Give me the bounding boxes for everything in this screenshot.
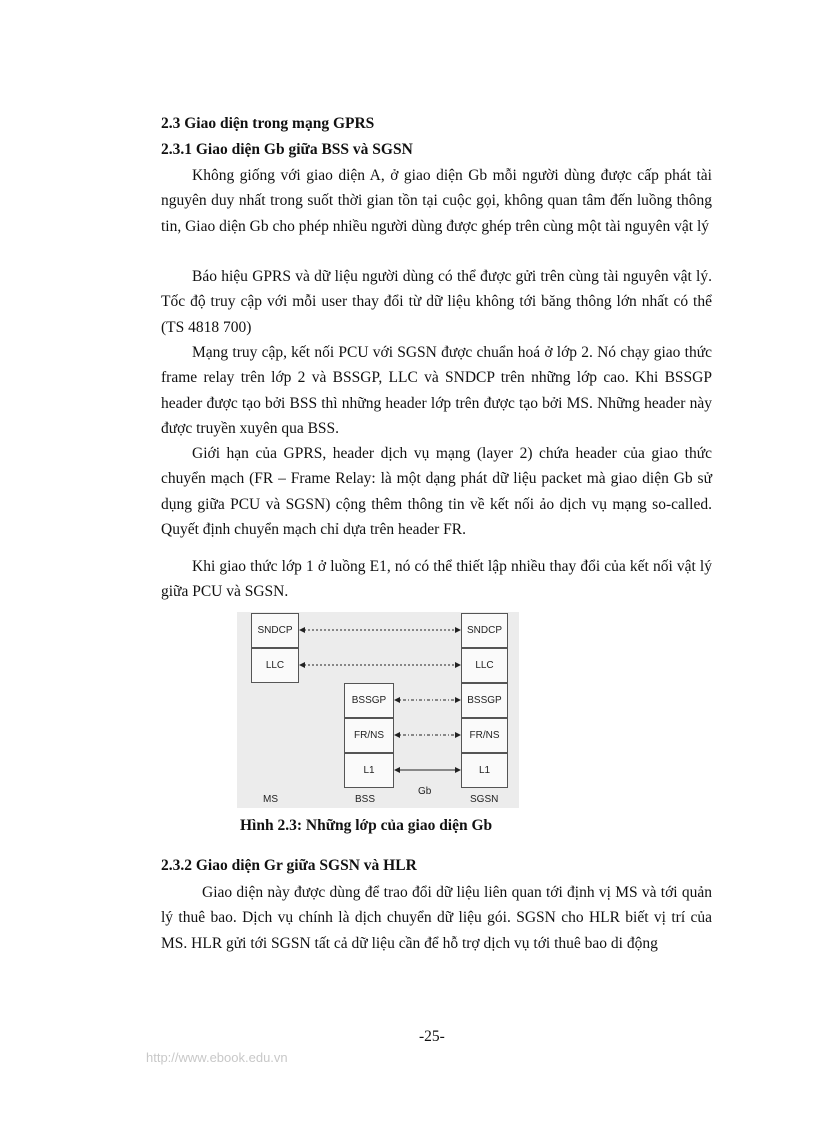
paragraph-gb-e1: Khi giao thức lớp 1 ở luồng E1, nó có thể thiết lập nhiều thay đổi của kết nối vật lý giữa PCU và SGSN. (161, 558, 712, 601)
bss-layer-frns: FR/NS (344, 718, 394, 753)
bss-layer-bssgp: BSSGP (344, 683, 394, 718)
node-label-ms: MS (263, 794, 278, 805)
sgsn-layer-sndcp: SNDCP (461, 613, 508, 648)
paragraph-gb-signaling: Báo hiệu GPRS và dữ liệu người dùng có thể được gửi trên cùng tài nguyên vật lý. Tốc độ truy cập với mỗi user thay đổi từ dữ liệu không tới băng thông lớn nhất có thể (TS 4818 700) (161, 268, 712, 336)
paragraph-gb-limit: Giới hạn của GPRS, header dịch vụ mạng (layer 2) chứa header của giao thức chuyển mạch (FR – Frame Relay: là một dạng phát dữ liệu packet mà giao diện Gb sử dụng giữa PCU và SGSN) cộng thêm thông tin về kết nối ảo dịch vụ mạng so-called. Quyết định chuyển mạch chỉ dựa trên header FR. (161, 445, 712, 538)
paragraph-gr: Giao diện này được dùng để trao đổi dữ liệu liên quan tới định vị MS và tới quản lý thuê bao. Dịch vụ chính là dịch chuyển dữ liệu gói. SGSN cho HLR biết vị trí của MS. HLR gửi tới SGSN tất cả dữ liệu cần để hỗ trợ dịch vụ tới thuê bao di động (161, 884, 712, 952)
subsection-heading-gb: 2.3.1 Giao diện Gb giữa BSS và SGSN (161, 141, 413, 158)
ms-layer-llc: LLC (251, 648, 299, 683)
sgsn-layer-l1: L1 (461, 753, 508, 788)
paragraph-gb-access: Mạng truy cập, kết nối PCU với SGSN được chuẩn hoá ở lớp 2. Nó chạy giao thức frame relay trên lớp 2 và BSSGP, LLC và SNDCP trên những lớp cao. Khi BSSGP header được tạo bởi BSS thì những header lớp trên được tạo bởi MS. Những header này được truyền xuyên qua BSS. (161, 344, 712, 437)
node-label-sgsn: SGSN (470, 794, 499, 805)
interface-label-gb: Gb (418, 786, 432, 797)
figure-caption: Hình 2.3: Những lớp của giao diện Gb (240, 817, 493, 834)
section-heading: 2.3 Giao diện trong mạng GPRS (161, 115, 375, 132)
gb-layer-diagram (237, 612, 519, 808)
bss-layer-l1: L1 (344, 753, 394, 788)
paragraph-gb-intro: Không giống với giao diện A, ở giao diện Gb mỗi người dùng được cấp phát tài nguyên duy nhất trong suốt thời gian tồn tại cuộc gọi, không quan tâm đến luồng thông tin, Giao diện Gb cho phép nhiều người dùng được ghép trên cùng một tài nguyên vật lý (161, 167, 712, 235)
sgsn-layer-llc: LLC (461, 648, 508, 683)
sgsn-layer-frns: FR/NS (461, 718, 508, 753)
sgsn-layer-bssgp: BSSGP (461, 683, 508, 718)
page-number: -25- (419, 1028, 445, 1045)
ms-layer-sndcp: SNDCP (251, 613, 299, 648)
node-label-bss: BSS (355, 794, 376, 805)
watermark: http://www.ebook.edu.vn (146, 1050, 288, 1065)
subsection-heading-gr: 2.3.2 Giao diện Gr giữa SGSN và HLR (161, 857, 417, 874)
